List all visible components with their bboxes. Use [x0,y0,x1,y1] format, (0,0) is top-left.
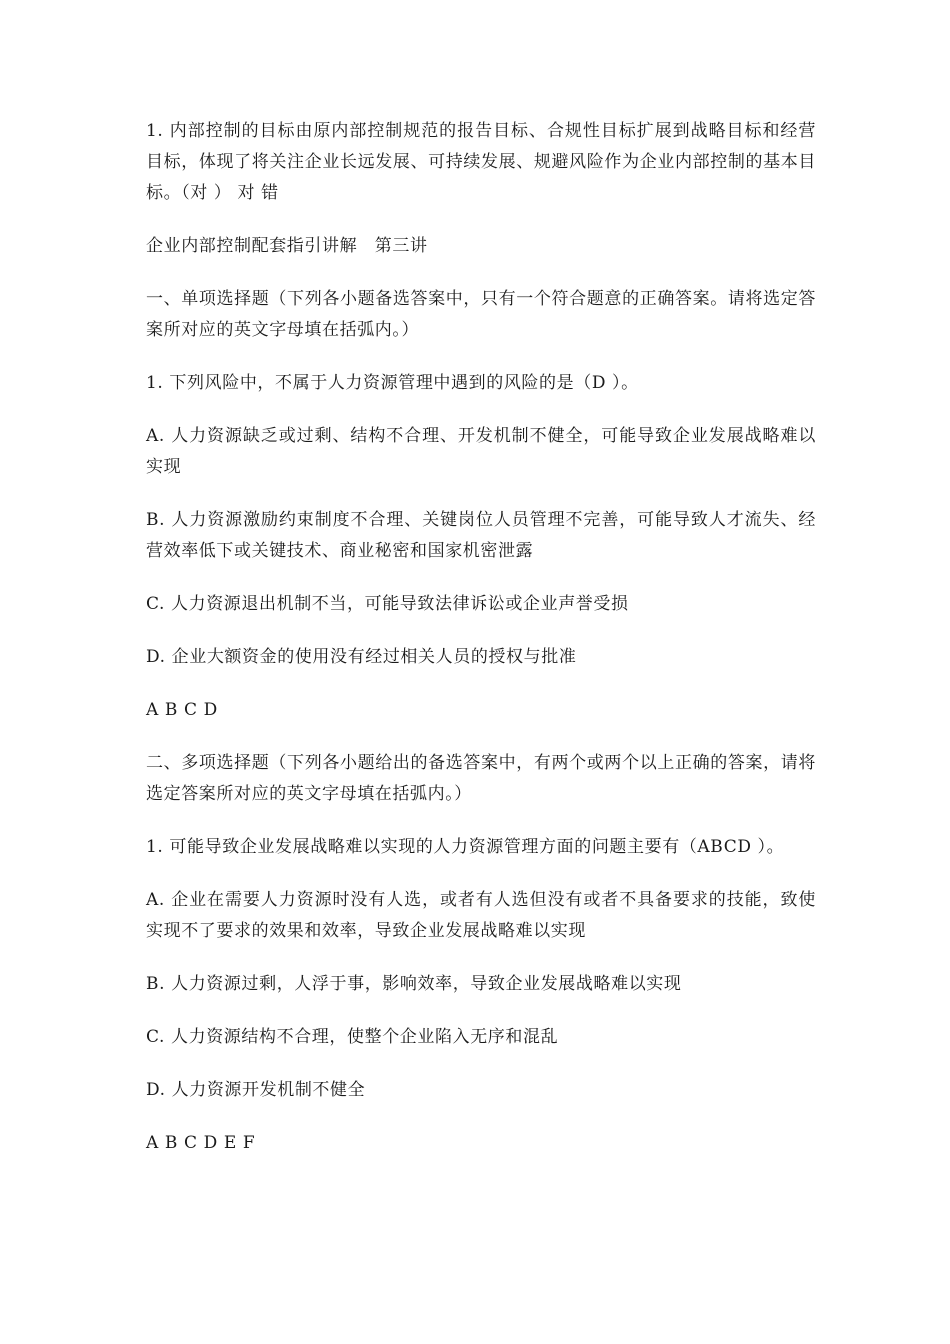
option-a: A. 企业在需要人力资源时没有人选，或者有人选但没有或者不具备要求的技能，致使实现不了要求的效果和效率，导致企业发展战略难以实现 [146,890,816,941]
option-d: D. 企业大额资金的使用没有经过相关人员的授权与批准 [146,647,577,667]
option-d: D. 人力资源开发机制不健全 [146,1080,366,1100]
heading-multiple-choice: 二、多项选择题（下列各小题给出的备选答案中，有两个或两个以上正确的答案，请将选定答案所对应的英文字母填在括弧内。） [146,753,816,804]
question-single-1: 1. 下列风险中，不属于人力资源管理中遇到的风险的是（D ）。 [146,373,639,393]
answer-letters: A B C D E F [146,1133,256,1153]
document-body [146,116,816,1181]
option-a: A. 人力资源缺乏或过剩、结构不合理、开发机制不健全，可能导致企业发展战略难以实现 [146,426,816,477]
section-title: 企业内部控制配套指引讲解 第三讲 [146,236,428,256]
paragraph-q1-judgement: 1. 内部控制的目标由原内部控制规范的报告目标、合规性目标扩展到战略目标和经营目标，体现了将关注企业长远发展、可持续发展、规避风险作为企业内部控制的基本目标。（对 ） 对 错 [146,121,816,203]
option-b: B. 人力资源过剩，人浮于事，影响效率，导致企业发展战略难以实现 [146,974,682,994]
option-b: B. 人力资源激励约束制度不合理、关键岗位人员管理不完善，可能导致人才流失、经营效率低下或关键技术、商业秘密和国家机密泄露 [146,510,816,561]
heading-single-choice: 一、单项选择题（下列各小题备选答案中，只有一个符合题意的正确答案。请将选定答案所对应的英文字母填在括弧内。） [146,289,816,340]
question-multi-1: 1. 可能导致企业发展战略难以实现的人力资源管理方面的问题主要有（ABCD ）。 [146,837,785,857]
option-c: C. 人力资源退出机制不当，可能导致法律诉讼或企业声誉受损 [146,594,629,614]
option-c: C. 人力资源结构不合理，使整个企业陷入无序和混乱 [146,1027,559,1047]
answer-letters: A B C D [146,700,218,720]
